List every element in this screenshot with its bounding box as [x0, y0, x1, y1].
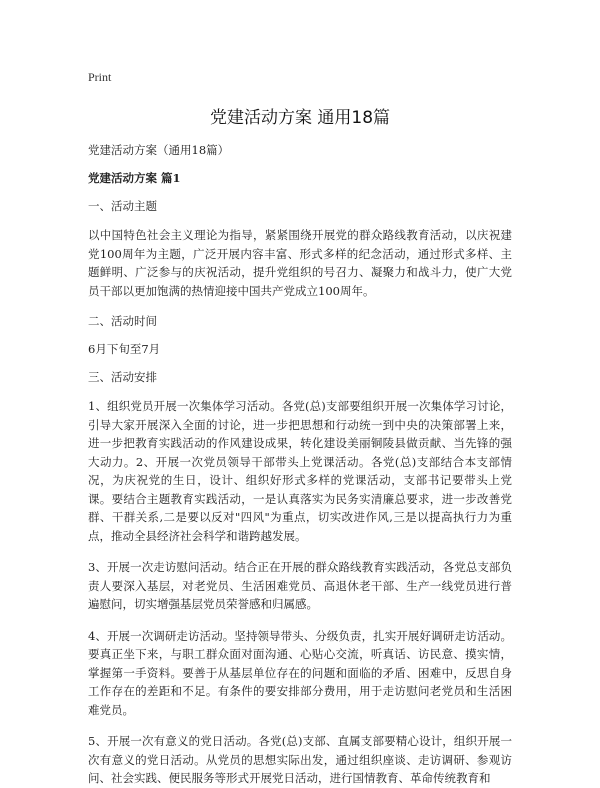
paragraph-arrangement-4: 4、开展一次调研走访活动。坚持领导带头、分级负责，扎实开展好调研走访活动。要真正坐下来，与职工群众面对面沟通、心贴心交流，听真话、访民意、摸实情，掌握第一手资料。要善于从基层单位存在的问题和面临的矛盾、困难中，反思自身工作存在的差距和不足。有条件的要安排部分费用，用于走访慰问老党员和生活困难党员。 [88, 628, 512, 717]
heading-activity-theme: 一、活动主题 [88, 199, 157, 213]
heading-activity-time: 二、活动时间 [88, 314, 157, 328]
paragraph-theme: 以中国特色社会主义理论为指导，紧紧围绕开展党的群众路线教育活动，以庆祝建党100周年为主题，广泛开展内容丰富、形式多样的纪念活动，通过形式多样、主题鲜明、广泛参与的庆祝活动，提升党组织的号召力、凝聚力和战斗力，使广大党员干部以更加饱满的热情迎接中国共产党成立100周年。 [88, 228, 512, 298]
print-label[interactable]: Print [88, 70, 112, 84]
document-subtitle: 党建活动方案（通用18篇） [88, 143, 230, 157]
section-title: 党建活动方案 篇1 [88, 171, 181, 185]
paragraph-arrangement-3: 3、开展一次走访慰问活动。结合正在开展的群众路线教育实践活动，各党总支部负责人要深入基层，对老党员、生活困难党员、高退休老干部、生产一线党员进行普遍慰问，切实增强基层党员荣誉感和归属感。 [88, 560, 512, 611]
paragraph-arrangement-5: 5、开展一次有意义的党日活动。各党(总)支部、直属支部要精心设计，组织开展一次有意义的党日活动。从党员的思想实际出发，通过组织座谈、走访调研、参观访问、社会实践、便民服务等形式开展党日活动，进行国情教育、革命传统教育和 [88, 734, 512, 785]
paragraph-arrangement-1-2: 1、组织党员开展一次集体学习活动。各党(总)支部要组织开展一次集体学习讨论，引导大家开展深入全面的讨论，进一步把思想和行动统一到中央的决策部署上来，进一步把教育实践活动的作风建设成果，转化建设美丽铜陵县做贡献、当先锋的强大动力。2、开展一次党员领导干部带头上党课活动。各党(总)支部结合本支部情况，为庆祝党的生日，设计、组织好形式多样的党课活动，支部书记要带头上党课。要结合主题教育实践活动，一是认真落实为民务实清廉总要求，进一步改善党群、干群关系,二是要以反对"四风"为重点，切实改进作风,三是以提高执行力为重点，推动全县经济社会科学和谐跨越发展。 [88, 399, 512, 543]
heading-activity-arrangement: 三、活动安排 [88, 370, 157, 384]
document-title: 党建活动方案 通用18篇 [209, 108, 391, 128]
activity-time-text: 6月下旬至7月 [88, 342, 161, 356]
